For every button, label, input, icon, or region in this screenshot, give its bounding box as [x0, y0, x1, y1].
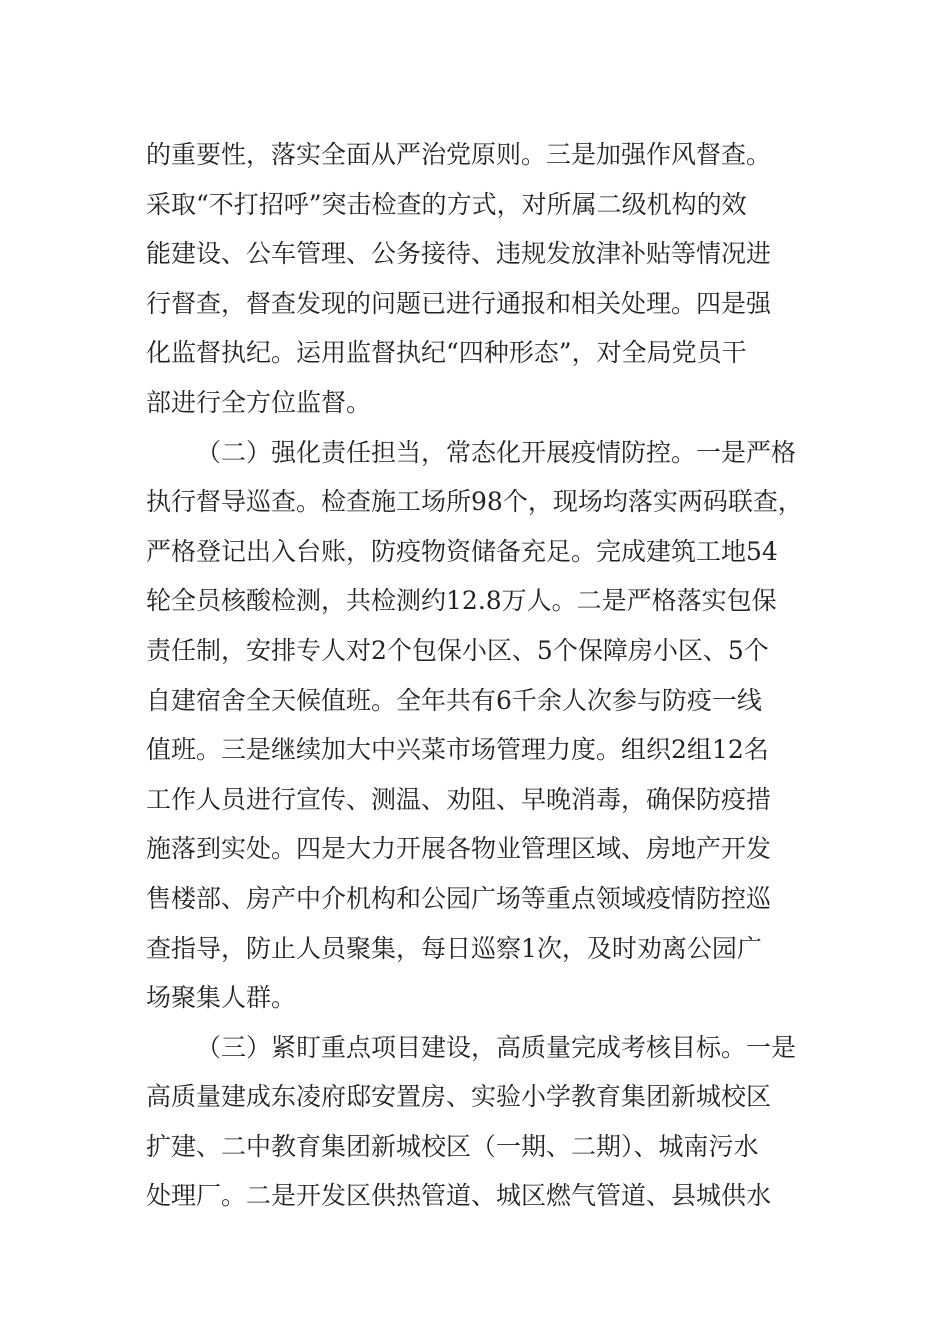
text-line: 化监督执纪。运用监督执纪“四种形态”，对全局党员干: [146, 338, 747, 368]
paragraph-first-line: （二）强化责任担当，常态化开展疫情防控。一是严格: [196, 437, 797, 467]
text-line: 扩建、二中教育集团新城校区（一期、二期）、城南污水: [146, 1131, 759, 1161]
text-line: 工作人员进行宣传、测温、劝阻、早晚消毒，确保防疫措: [146, 784, 772, 814]
text-line: 责任制，安排专人对2个包保小区、5个保障房小区、5个: [146, 635, 769, 665]
document-body: [146, 130, 806, 1221]
text-line: 部进行全方位监督。: [146, 387, 372, 417]
text-line: 执行督导巡查。检查施工场所98个，现场均落实两码联查，: [146, 487, 803, 517]
text-line: 能建设、公车管理、公务接待、违规发放津补贴等情况进: [146, 239, 772, 269]
text-line: 高质量建成东凌府邸安置房、实验小学教育集团新城校区: [146, 1082, 772, 1112]
text-line: 值班。三是继续加大中兴菜市场管理力度。组织2组12名: [146, 735, 769, 765]
text-line: 自建宿舍全天候值班。全年共有6千余人次参与防疫一线: [146, 685, 762, 715]
text-line: 查指导，防止人员聚集，每日巡察1次，及时劝离公园广: [146, 933, 762, 963]
text-line: 施落到实处。四是大力开展各物业管理区域、房地产开发: [146, 834, 772, 864]
text-line: 售楼部、房产中介机构和公园广场等重点领域疫情防控巡: [146, 883, 772, 913]
text-line: 严格登记出入台账，防疫物资储备充足。完成建筑工地54: [146, 536, 778, 566]
text-line: 采取“不打招呼”突击检查的方式，对所属二级机构的效: [146, 189, 747, 219]
text-line: 轮全员核酸检测，共检测约12.8万人。二是严格落实包保: [146, 586, 777, 616]
text-line: 的重要性，落实全面从严治党原则。三是加强作风督查。: [146, 140, 772, 169]
text-line: 处理厂。二是开发区供热管道、城区燃气管道、县城供水: [146, 1181, 772, 1211]
text-line: 场聚集人群。: [146, 983, 297, 1013]
paragraph-first-line: （三）紧盯重点项目建设，高质量完成考核目标。一是: [196, 1032, 797, 1062]
text-line: 行督查，督查发现的问题已进行通报和相关处理。四是强: [146, 288, 772, 318]
